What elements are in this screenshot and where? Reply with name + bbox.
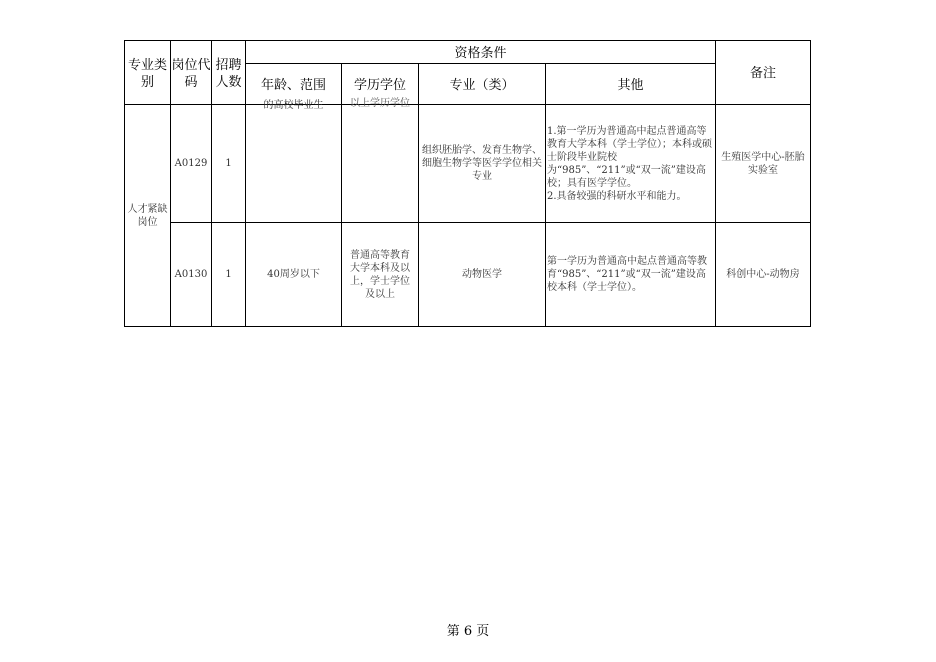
header-qualification-group: 资格条件	[246, 41, 716, 64]
table-row	[125, 105, 811, 223]
cell-remarks: 生殖医学中心-胚胎实验室	[716, 105, 811, 223]
header-category: 专业类别	[125, 41, 171, 105]
cell-count: 1	[212, 105, 246, 223]
qualification-table	[124, 40, 811, 327]
cell-major: 组织胚胎学、发育生物学、细胞生物学等医学学位相关专业	[419, 105, 546, 223]
header-age: 年龄、范围	[246, 64, 342, 105]
cell-count: 1	[212, 223, 246, 327]
cell-remarks: 科创中心-动物房	[716, 223, 811, 327]
cell-age	[246, 100, 342, 223]
cell-post-code: A0129	[171, 105, 212, 223]
cell-other: 1.第一学历为普通高中起点普通高等教育大学本科（学士学位）；本科或硕士阶段毕业院校为“985”、“211”或“双一流”建设高校；具有医学学位。 2.具备较强的科研水平和能力。	[546, 105, 716, 223]
cell-other: 第一学历为普通高中起点普通高等教育“985”、“211”或“双一流”建设高校本科（学士学位）。	[546, 223, 716, 327]
header-education: 学历学位	[342, 64, 419, 105]
cell-education: 普通高等教育大学本科及以上，学士学位及以上	[342, 223, 419, 327]
page-number: 第 6 页	[446, 624, 490, 639]
cell-major: 动物医学	[419, 223, 546, 327]
header-remarks: 备注	[716, 41, 811, 105]
cell-post-code: A0130	[171, 223, 212, 327]
cell-age: 40周岁以下	[246, 223, 342, 327]
header-post-code: 岗位代码	[171, 41, 212, 105]
header-major: 专业（类）	[419, 64, 546, 105]
clipped-education-text: 以上学历学位	[350, 98, 410, 109]
table-row	[125, 223, 811, 327]
cell-category: 人才紧缺岗位	[125, 105, 171, 327]
header-other: 其他	[546, 64, 716, 105]
header-recruit-count: 招聘人数	[212, 41, 246, 105]
clipped-age-text: 的高校毕业生	[263, 100, 324, 111]
cell-education	[342, 98, 419, 223]
